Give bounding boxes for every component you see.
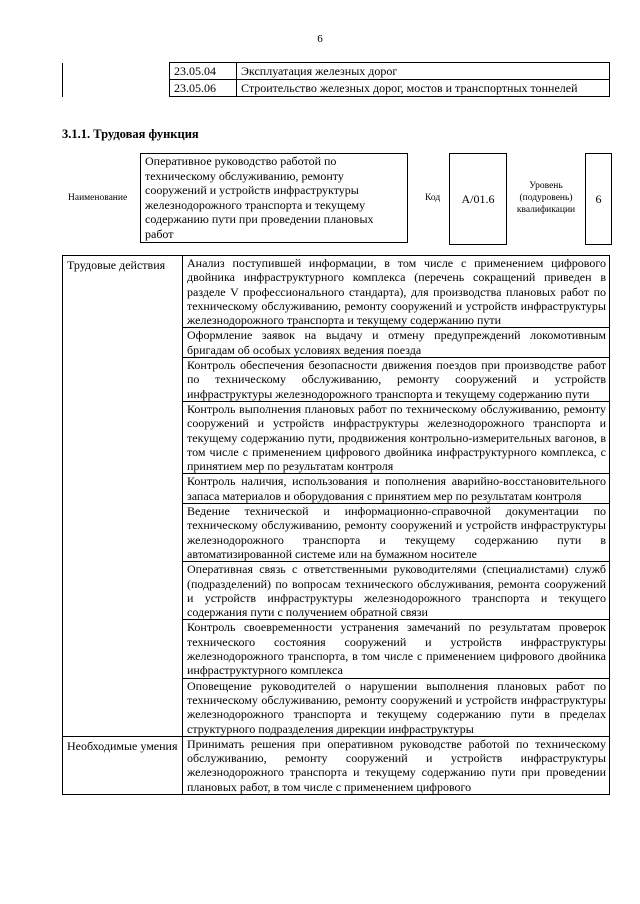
code-label: Код [425, 193, 441, 203]
table-row [63, 736, 610, 794]
function-name: Оперативное руководство работой по техническому обслуживанию, ремонту сооружений и устройств инфраструктуры железнодорожного транспорта и текущему содержанию пути при проведении плановых работ [140, 153, 408, 243]
name-label: Наименование [68, 193, 128, 203]
specialty-name: Эксплуатация железных дорог [237, 63, 610, 80]
specialty-code: 23.05.06 [170, 80, 237, 97]
page-number: 6 [317, 33, 323, 45]
specialty-name: Строительство железных дорог, мостов и транспортных тоннелей [237, 80, 610, 97]
table-row [63, 63, 610, 80]
section-title: 3.1.1. Трудовая функция [62, 127, 199, 141]
specialties-table [62, 62, 610, 97]
labor-action: Ведение технической и информационно-справочной документации по техническому обслуживанию, ремонту сооружений и устройств инфраструктуры железнодорожного транспорта и текущему содержанию пути в автоматизированной системе или на бумажном носителе [183, 504, 610, 562]
labor-actions-label: Трудовые действия [63, 256, 183, 737]
labor-action: Контроль наличия, использования и пополнения аварийно-восстановительного запаса материалов и оборудования с принятием мер по результатам контроля [183, 474, 610, 504]
skills-label: Необходимые умения [63, 736, 183, 794]
labor-action: Контроль обеспечения безопасности движения поездов при производстве работ по техническому обслуживанию, ремонту сооружений и устройств инфраструктуры железнодорожного транспорта и текущему содержанию пути [183, 358, 610, 402]
labor-action: Контроль выполнения плановых работ по техническому обслуживанию, ремонту сооружений и устройств инфраструктуры железнодорожного транспорта и текущему содержанию пути, продвижения контрольно-измерительных вагонов, в том числе с применением цифрового двойника инфраструктурного комплекса, с принятием мер по результатам контроля [183, 401, 610, 473]
skill-item: Принимать решения при оперативном руководстве работой по техническому обслуживанию, ремонту сооружений и устройств инфраструктуры железнодорожного транспорта и текущему содержанию пути при проведении плановых работ, в том числе с применением цифрового [183, 736, 610, 794]
labor-function-table [62, 255, 610, 795]
specialty-code: 23.05.04 [170, 63, 237, 80]
labor-action: Анализ поступившей информации, в том числе с применением цифрового двойника инфраструктурного комплекса (перечень сокращений приведен в разделе V профессионального стандарта), для производства плановых работ по техническому обслуживанию, ремонту сооружений и устройств инфраструктуры железнодорожного транспорта и текущему содержанию пути [183, 256, 610, 328]
labor-action: Оповещение руководителей о нарушении выполнения плановых работ по техническому обслуживанию, ремонту сооружений и устройств инфраструктуры железнодорожного транспорта и текущему содержанию пути в пределах структурного подразделения дирекции инфраструктуры [183, 678, 610, 736]
labor-action: Оперативная связь с ответственными руководителями (специалистами) служб (подразделений) по вопросам технического обслуживания, ремонта сооружений и устройств инфраструктуры железнодорожного транспорта и текущего содержания пути с получением обратной связи [183, 562, 610, 620]
table-row [63, 256, 610, 328]
labor-action: Контроль своевременности устранения замечаний по результатам проверок технического состояния сооружений и устройств инфраструктуры железнодорожного транспорта, в том числе с применением цифрового двойника инфраструктурного комплекса [183, 620, 610, 678]
qualification-level: 6 [585, 153, 612, 245]
level-label: Уровень (подуровень) квалификации [516, 181, 576, 215]
function-code: A/01.6 [449, 153, 507, 245]
table-row [63, 80, 610, 97]
labor-action: Оформление заявок на выдачу и отмену предупреждений локомотивным бригадам об особых условиях ведения поезда [183, 328, 610, 358]
